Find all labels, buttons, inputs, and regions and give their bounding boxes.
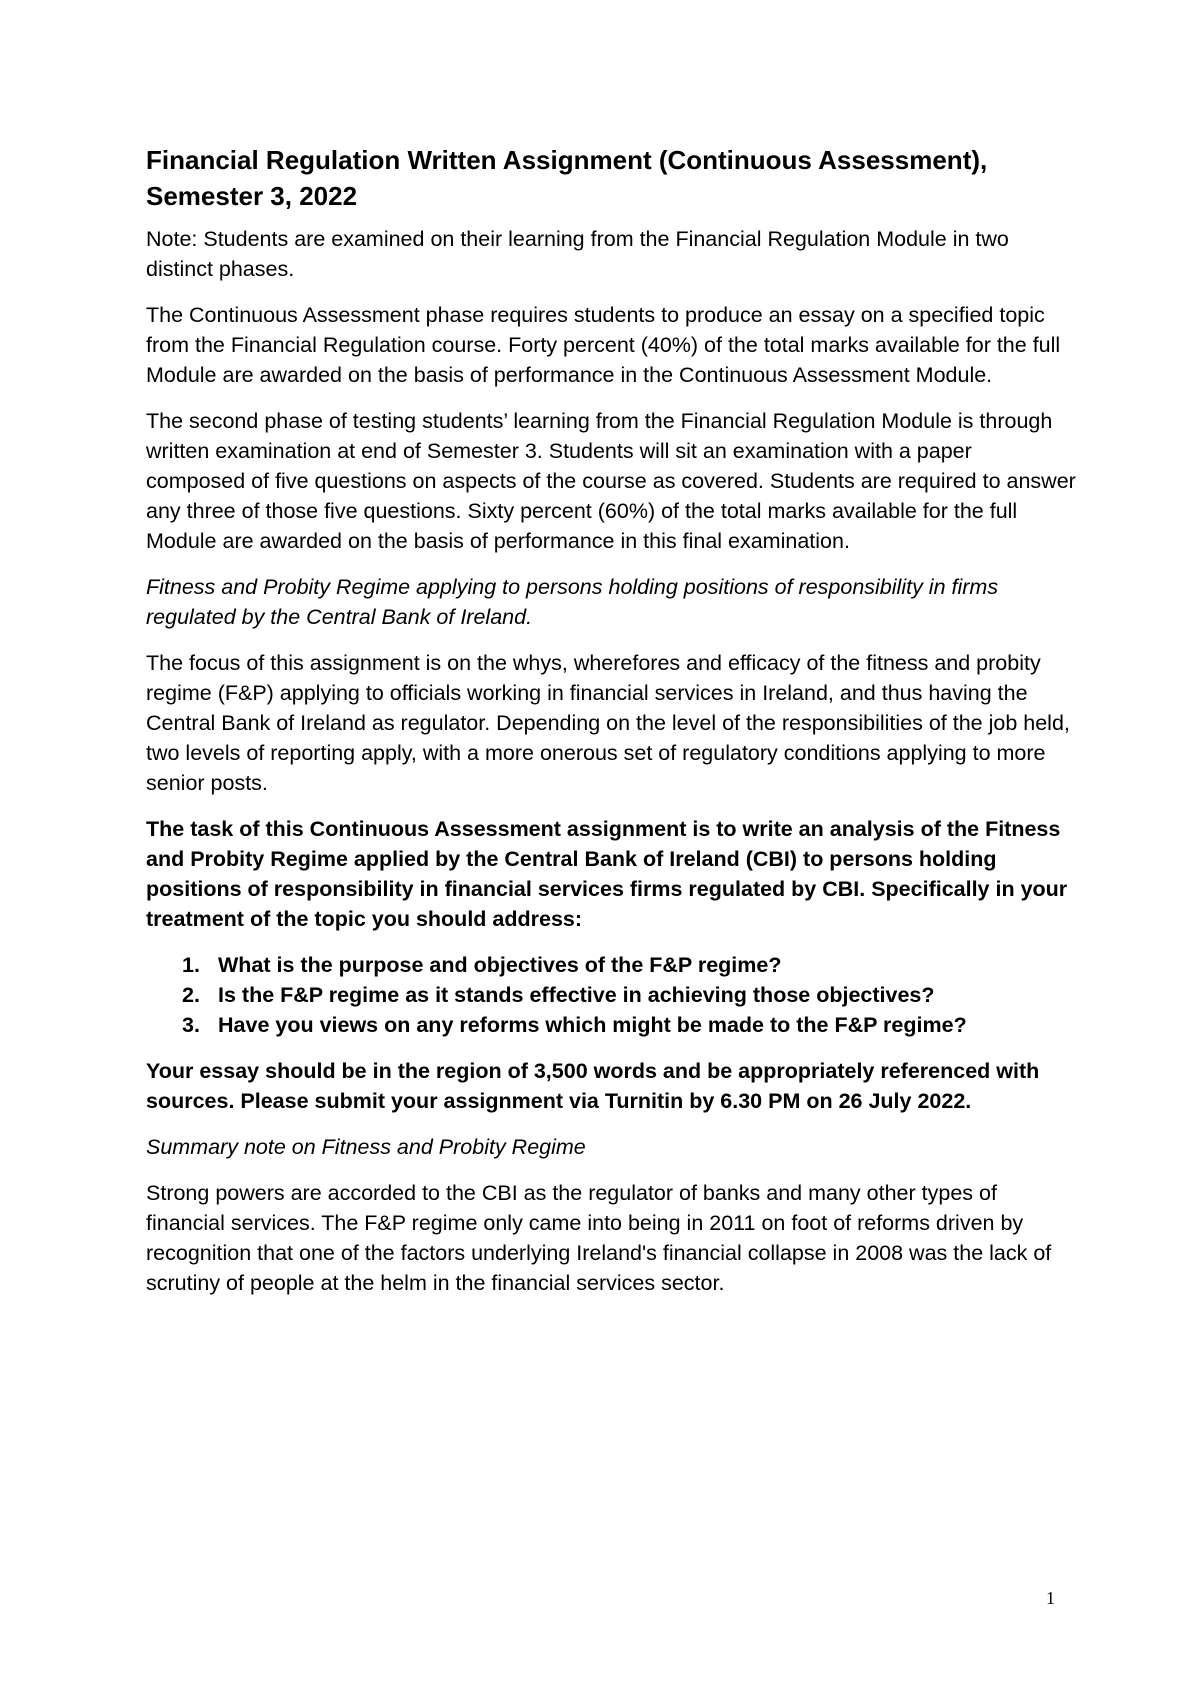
task-paragraph: The task of this Continuous Assessment assignment is to write an analysis of the Fitness and Probity Regime applied by the Central Bank of Ireland (CBI) to persons holding positions of responsibility in financial services firms regulated by CBI. Specifically in your treatment of the topic you should address: <box>146 817 1068 931</box>
continuous-assessment-paragraph: The Continuous Assessment phase requires students to produce an essay on a specified topic from the Financial Regulation course. Forty percent (40%) of the total marks available for the full Module are awarded on the basis of performance in the Continuous Assessment Module. <box>146 303 1061 387</box>
list-item-text: Have you views on any reforms which might be made to the F&P regime? <box>218 1013 967 1037</box>
summary-paragraph: Strong powers are accorded to the CBI as the regulator of banks and many other types of financial services. The F&P regime only came into being in 2011 on foot of reforms driven by recognition that one of the factors underlying Ireland's financial collapse in 2008 was the lack of scrutiny of people at the helm in the financial services sector. <box>146 1181 1052 1295</box>
list-item-number: 1. <box>182 953 200 977</box>
list-item-number: 2. <box>182 983 200 1007</box>
focus-paragraph: The focus of this assignment is on the whys, wherefores and efficacy of the fitness and probity regime (F&P) applying to officials working in financial services in Ireland, and thus having the Central Bank of Ireland as regulator. Depending on the level of the responsibilities of the job held, two levels of reporting apply, with a more onerous set of regulatory conditions applying to more senior posts. <box>146 651 1070 795</box>
list-item-text: Is the F&P regime as it stands effective in achieving those objectives? <box>218 983 935 1007</box>
topic-heading: Fitness and Probity Regime applying to persons holding positions of responsibility in firms regulated by the Central Bank of Ireland. <box>146 575 999 629</box>
note-paragraph: Note: Students are examined on their learning from the Financial Regulation Module in two distinct phases. <box>146 227 1009 281</box>
list-item <box>146 980 1076 1010</box>
question-list <box>146 950 1076 1040</box>
list-item <box>146 950 1076 980</box>
list-item-text: What is the purpose and objectives of the F&P regime? <box>218 953 782 977</box>
submission-paragraph: Your essay should be in the region of 3,500 words and be appropriately referenced with sources. Please submit your assignment via Turnitin by 6.30 PM on 26 July 2022. <box>146 1059 1040 1113</box>
page-number: 1 <box>1046 1588 1055 1608</box>
second-phase-paragraph: The second phase of testing students’ learning from the Financial Regulation Module is through written examination at end of Semester 3. Students will sit an examination with a paper composed of five questions on aspects of the course as covered. Students are required to answer any three of those five questions. Sixty percent (60%) of the total marks available for the full Module are awarded on the basis of performance in this final examination. <box>146 409 1076 553</box>
document-page <box>146 142 1076 1314</box>
list-item <box>146 1010 1076 1040</box>
document-title: Financial Regulation Written Assignment (Continuous Assessment), Semester 3, 2022 <box>146 145 988 211</box>
summary-heading: Summary note on Fitness and Probity Regime <box>146 1135 586 1159</box>
list-item-number: 3. <box>182 1013 200 1037</box>
